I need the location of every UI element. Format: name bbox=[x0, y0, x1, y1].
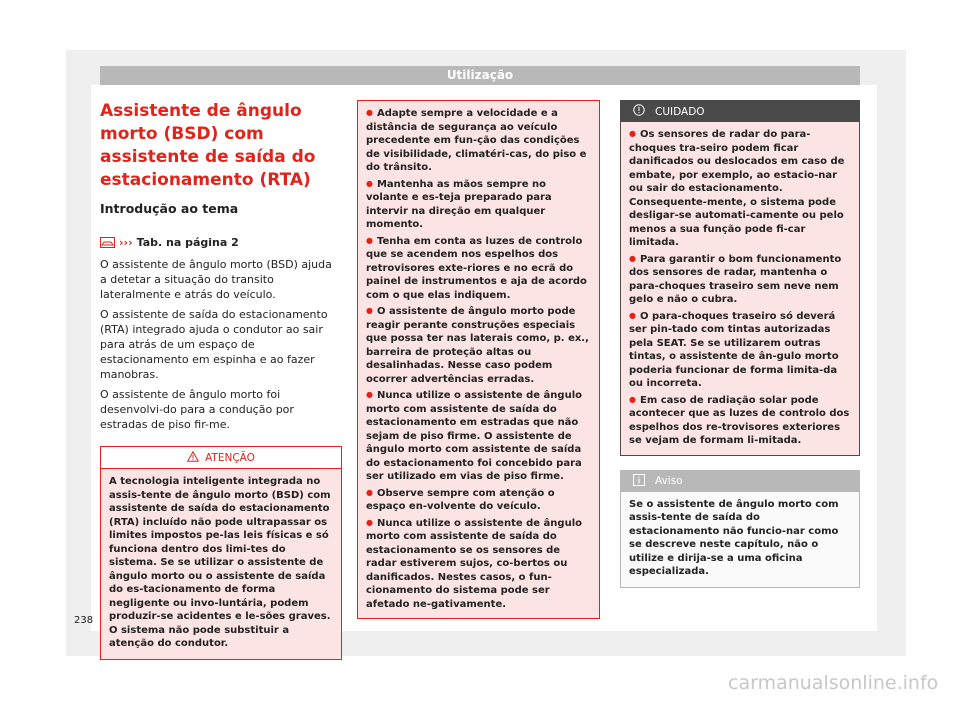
column-left bbox=[100, 100, 342, 660]
warning-label: ATENÇÃO bbox=[205, 451, 255, 464]
column-right bbox=[620, 100, 860, 588]
note-header bbox=[621, 471, 859, 492]
column-middle bbox=[357, 100, 600, 619]
list-item: ● Mantenha as mãos sempre no volante e es-teja preparado para intervir na direção em qualquer momento. bbox=[366, 178, 591, 232]
note-box bbox=[620, 470, 860, 588]
watermark: carmanualsonline.info bbox=[728, 672, 939, 694]
section-subtitle: Introdução ao tema bbox=[100, 201, 239, 216]
cross-reference[interactable] bbox=[100, 236, 342, 249]
chevron-right-icon: ››› bbox=[119, 236, 133, 249]
list-item: ● Para garantir o bom funcionamento dos sensores de radar, mantenha o para-choques traseiro sem neve nem gelo e não o cubra. bbox=[629, 253, 851, 307]
list-item: ● Em caso de radiação solar pode acontecer que as luzes de controlo dos espelhos dos re-trovisores exteriores se vejam de formam li-mitada. bbox=[629, 394, 851, 448]
info-icon bbox=[633, 474, 645, 489]
list-item: ● Observe sempre com atenção o espaço en-volvente do veículo. bbox=[366, 487, 591, 514]
page-title: Assistente de ângulo morto (BSD) com assistente de saída do estacionamento (RTA) bbox=[100, 101, 316, 190]
cross-reference-text[interactable]: Tab. na página 2 bbox=[136, 236, 239, 249]
car-illustration-icon bbox=[100, 237, 115, 248]
note-text: Se o assistente de ângulo morto com assis-tente de saída do estacionamento não funcio-nar como se descreve neste capítulo, não o utilize e dirija-se a uma oficina especializada. bbox=[621, 492, 859, 587]
note-label: Aviso bbox=[655, 475, 683, 487]
intro-paragraph: O assistente de ângulo morto (BSD) ajuda a detetar a situação do transito lateralmente e atrás do veículo. bbox=[100, 258, 332, 301]
caution-header bbox=[621, 101, 859, 122]
list-item: ● Nunca utilize o assistente de ângulo morto com assistente de saída do estacionamento se os sensores de radar estiverem sujos, co-bertos ou danificados. Nestes casos, o fun-cionamento do sistema pode ser afetado ne-gativamente. bbox=[366, 517, 591, 612]
list-item: ● Adapte sempre a velocidade e a distância de segurança ao veículo precedente em fun-ção das condições de visibilidade, climatéri-cas, do piso e do trânsito. bbox=[366, 107, 591, 175]
intro-paragraph: O assistente de saída do estacionamento (RTA) integrado ajuda o condutor ao sair para atrás de um espaço de estacionamento em espinha e ao fazer manobras. bbox=[100, 308, 328, 381]
list-item: ● O para-choques traseiro só deverá ser pin-tado com tintas autorizadas pela SEAT. Se se utilizarem outras tintas, o assistente de ân-gulo morto poderia funcionar de forma limita-da ou incorreta. bbox=[629, 310, 851, 391]
list-item: ● Nunca utilize o assistente de ângulo morto com assistente de saída do estacionamento em estradas que não sejam de piso firme. O assistente de ângulo morto com assistente de saída do estacionamento foi concebido para ser utilizado em vias de piso firme. bbox=[366, 389, 591, 484]
section-header: Utilização bbox=[100, 66, 860, 85]
caution-text bbox=[621, 122, 859, 455]
exclamation-circle-icon bbox=[633, 104, 645, 119]
list-item: ● Os sensores de radar do para-choques tra-seiro podem ficar danificados ou deslocados em caso de embate, por exemplo, ao estacio-nar ou sair do estacionamento. Consequente-mente, o sistema pode desligar-se automati-camente ou pelo menos a sua função pode fi-car limitada. bbox=[629, 128, 851, 250]
caution-label: CUIDADO bbox=[655, 105, 705, 118]
list-item: ● O assistente de ângulo morto pode reagir perante construções especiais que possa ter nas laterais como, p. ex., barreira de proteção altas ou desalinhadas. Nesse caso podem ocorrer advertências erradas. bbox=[366, 305, 591, 386]
warning-continuation-box bbox=[357, 100, 600, 619]
warning-text: A tecnologia inteligente integrada no assis-tente de ângulo morto (BSD) com assistente de saída do estacionamento (RTA) incluído não pode ultrapassar os limites impostos pe-las leis físicas e só funciona dentro dos limi-tes do sistema. Se se utilizar o assistente de ângulo morto ou o assistente de saída do es-tacionamento de forma negligente ou invo-luntária, podem produzir-se acidentes e le-sões graves. O sistema não pode substituir a atenção do condutor. bbox=[101, 469, 341, 659]
intro-paragraph: O assistente de ângulo morto foi desenvolvi-do para a condução por estradas de piso fir-me. bbox=[100, 388, 294, 431]
list-item: ● Tenha em conta as luzes de controlo que se acendem nos espelhos dos retrovisores exte-riores e no ecrã do painel de instrumentos e aja de acordo com o que elas indiquem. bbox=[366, 235, 591, 303]
warning-box bbox=[100, 446, 342, 660]
page-number: 238 bbox=[74, 615, 94, 626]
warning-triangle-icon bbox=[187, 451, 199, 465]
warning-header bbox=[101, 447, 341, 469]
caution-box bbox=[620, 100, 860, 456]
